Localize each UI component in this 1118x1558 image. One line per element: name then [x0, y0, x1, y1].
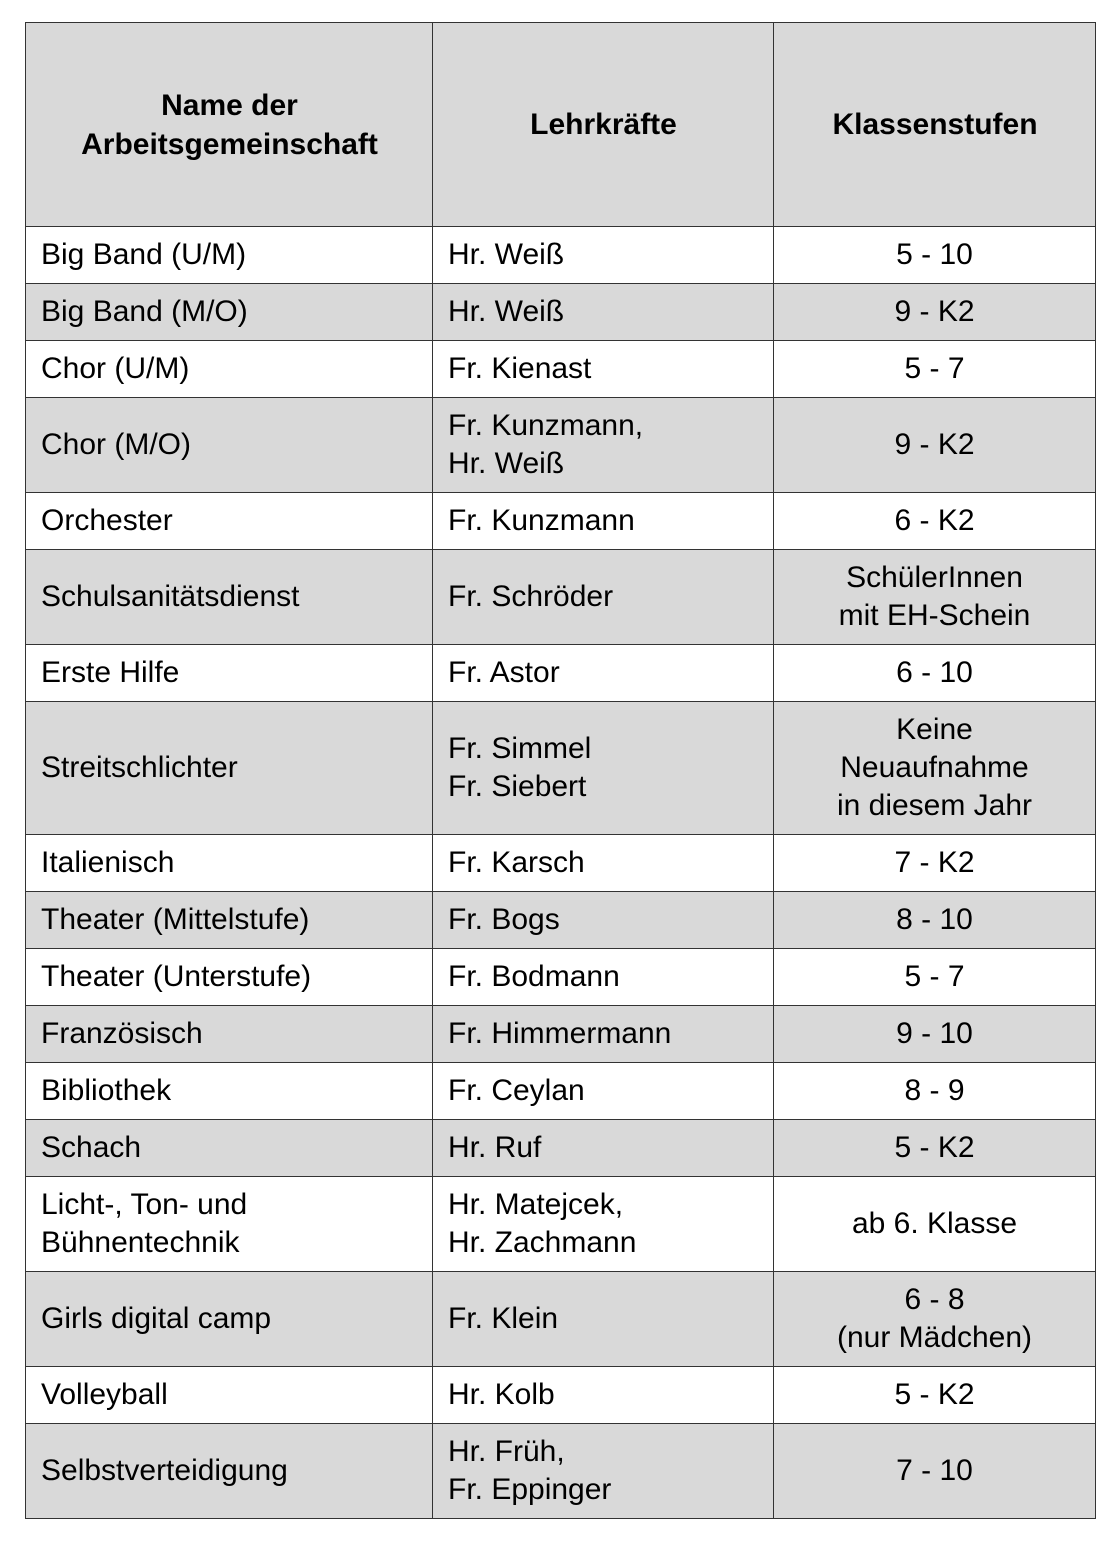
cell-ag-name: Italienisch — [26, 835, 433, 892]
cell-teachers: Hr. Matejcek, Hr. Zachmann — [433, 1177, 774, 1272]
cell-teachers: Hr. Kolb — [433, 1367, 774, 1424]
cell-grades: Keine Neuaufnahme in diesem Jahr — [774, 702, 1096, 835]
cell-teachers: Fr. Astor — [433, 645, 774, 702]
table-row — [26, 645, 1096, 702]
table-row — [26, 341, 1096, 398]
cell-grades: 5 - 10 — [774, 227, 1096, 284]
cell-grades: 9 - 10 — [774, 1006, 1096, 1063]
cell-ag-name: Schach — [26, 1120, 433, 1177]
table-row — [26, 702, 1096, 835]
table-row — [26, 1063, 1096, 1120]
cell-grades: 5 - 7 — [774, 341, 1096, 398]
cell-ag-name: Erste Hilfe — [26, 645, 433, 702]
table-header — [26, 23, 1096, 227]
cell-ag-name: Chor (U/M) — [26, 341, 433, 398]
cell-teachers: Hr. Weiß — [433, 227, 774, 284]
table-row — [26, 1120, 1096, 1177]
table-row — [26, 1424, 1096, 1519]
table-row — [26, 227, 1096, 284]
cell-grades: 9 - K2 — [774, 284, 1096, 341]
cell-ag-name: Theater (Unterstufe) — [26, 949, 433, 1006]
table-row — [26, 493, 1096, 550]
cell-ag-name: Streitschlichter — [26, 702, 433, 835]
cell-ag-name: Französisch — [26, 1006, 433, 1063]
table-row — [26, 1177, 1096, 1272]
table-row — [26, 284, 1096, 341]
cell-ag-name: Big Band (M/O) — [26, 284, 433, 341]
cell-grades: 7 - 10 — [774, 1424, 1096, 1519]
table-row — [26, 1367, 1096, 1424]
cell-ag-name: Licht-, Ton- und Bühnentechnik — [26, 1177, 433, 1272]
table-row — [26, 398, 1096, 493]
table-row — [26, 1006, 1096, 1063]
cell-grades: 8 - 10 — [774, 892, 1096, 949]
cell-grades: 6 - K2 — [774, 493, 1096, 550]
cell-grades: 5 - K2 — [774, 1120, 1096, 1177]
header-name: Name der Arbeitsgemeinschaft — [26, 23, 433, 227]
table-row — [26, 550, 1096, 645]
cell-teachers: Fr. Kienast — [433, 341, 774, 398]
header-grades: Klassenstufen — [774, 23, 1096, 227]
cell-teachers: Fr. Ceylan — [433, 1063, 774, 1120]
cell-teachers: Fr. Himmermann — [433, 1006, 774, 1063]
header-row — [26, 23, 1096, 227]
cell-teachers: Fr. Bogs — [433, 892, 774, 949]
cell-teachers: Fr. Simmel Fr. Siebert — [433, 702, 774, 835]
cell-ag-name: Theater (Mittelstufe) — [26, 892, 433, 949]
ag-table — [25, 22, 1096, 1519]
cell-teachers: Fr. Klein — [433, 1272, 774, 1367]
cell-grades: 7 - K2 — [774, 835, 1096, 892]
cell-grades: 6 - 10 — [774, 645, 1096, 702]
cell-ag-name: Girls digital camp — [26, 1272, 433, 1367]
header-teachers: Lehrkräfte — [433, 23, 774, 227]
table-row — [26, 1272, 1096, 1367]
cell-ag-name: Selbstverteidigung — [26, 1424, 433, 1519]
table-row — [26, 835, 1096, 892]
cell-grades: 5 - 7 — [774, 949, 1096, 1006]
cell-teachers: Fr. Kunzmann, Hr. Weiß — [433, 398, 774, 493]
cell-ag-name: Chor (M/O) — [26, 398, 433, 493]
table-body — [26, 227, 1096, 1519]
cell-grades: 6 - 8 (nur Mädchen) — [774, 1272, 1096, 1367]
cell-ag-name: Bibliothek — [26, 1063, 433, 1120]
cell-teachers: Fr. Kunzmann — [433, 493, 774, 550]
cell-grades: ab 6. Klasse — [774, 1177, 1096, 1272]
cell-teachers: Fr. Karsch — [433, 835, 774, 892]
cell-ag-name: Schulsanitätsdienst — [26, 550, 433, 645]
cell-teachers: Hr. Ruf — [433, 1120, 774, 1177]
cell-ag-name: Big Band (U/M) — [26, 227, 433, 284]
cell-teachers: Hr. Weiß — [433, 284, 774, 341]
cell-teachers: Fr. Bodmann — [433, 949, 774, 1006]
cell-ag-name: Orchester — [26, 493, 433, 550]
cell-teachers: Fr. Schröder — [433, 550, 774, 645]
table-row — [26, 949, 1096, 1006]
cell-grades: 8 - 9 — [774, 1063, 1096, 1120]
cell-grades: 9 - K2 — [774, 398, 1096, 493]
cell-ag-name: Volleyball — [26, 1367, 433, 1424]
table-row — [26, 892, 1096, 949]
cell-teachers: Hr. Früh, Fr. Eppinger — [433, 1424, 774, 1519]
cell-grades: 5 - K2 — [774, 1367, 1096, 1424]
cell-grades: SchülerInnen mit EH-Schein — [774, 550, 1096, 645]
